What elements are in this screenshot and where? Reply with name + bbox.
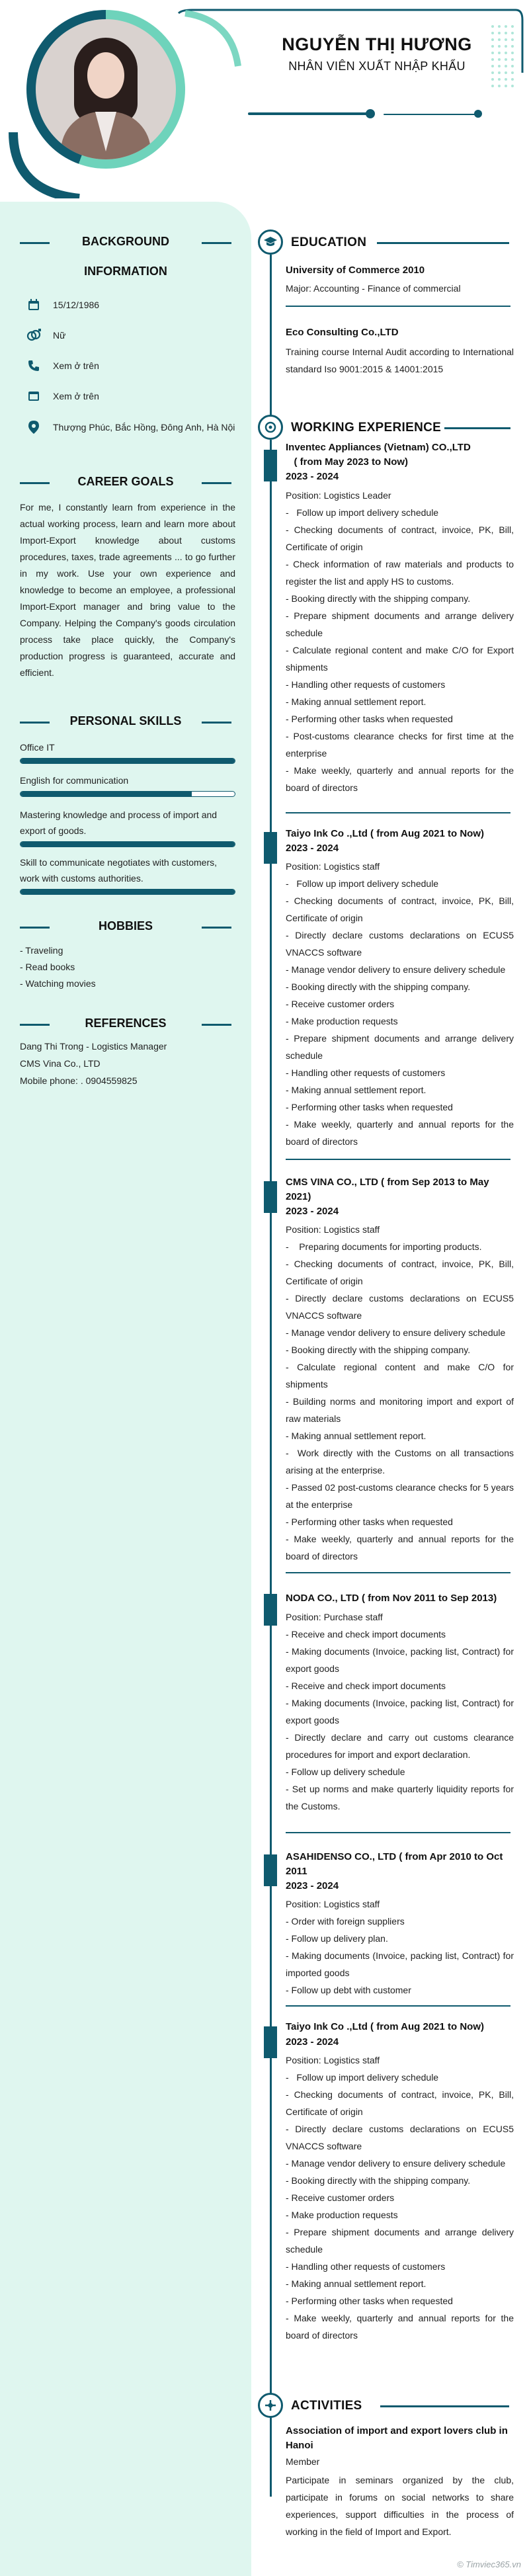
- entry-divider: [286, 1159, 510, 1160]
- skill-label: English for communication: [20, 775, 129, 786]
- job-company: NODA CO., LTD ( from Nov 2011 to Sep 2013): [286, 1593, 497, 1604]
- entry-divider: [286, 1572, 510, 1573]
- background-title: BACKGROUND: [0, 235, 251, 249]
- activity-role: Member: [286, 2456, 320, 2467]
- header: [0, 0, 529, 198]
- activities-title: ACTIVITIES: [291, 2399, 362, 2413]
- work-icon: [258, 415, 283, 440]
- job-description: Position: Logistics staff - Order with foreign suppliers - Follow up delivery plan. - Making documents (Invoice, packing list, Contract) for imported goods - Follow up debt with customer: [286, 1899, 514, 1995]
- job-company: ASAHIDENSO CO., LTD ( from Apr 2010 to Oct 2011: [286, 1851, 503, 1877]
- reference-line: CMS Vina Co., LTD: [20, 1058, 101, 1069]
- education-detail: Training course Internal Audit according to International standard Iso 9001:2015 & 14001:2015: [286, 347, 514, 374]
- entry-divider: [286, 812, 510, 813]
- job-description: Position: Logistics staff - Preparing documents for importing products. - Checking documents of contract, invoice, PK, Bill, Certificate of origin - Directly declare customs declarations on ECUS5 VNACCS software - Manage vendor delivery to ensure delivery schedule - Booking directly with the shipping company. - Calculate regional content and make C/O for shipments - Building norms and monitoring import and export of raw materials - Making annual settlement report. - Work directly with the Customs on all transactions arising at the enterprise. - Passed 02 post-customs clearance checks for 5 years at the enterprise - Performing other tasks when requested - Make weekly, quarterly and annual reports for the board of directors: [286, 1224, 516, 1561]
- gender-value: Nữ: [53, 330, 66, 341]
- education-title: EDUCATION: [291, 235, 367, 249]
- job-description: Position: Logistics Leader - Follow up import delivery schedule - Checking documents of contract, invoice, PK, Bill, Certificate of origin - Check information of raw materials and products to register the list and apply HS to customs. - Booking directly with the shipping company. - Prepare shipment documents and arrange delivery schedule - Calculate regional content and make C/O for Export shipments - Handling other requests of customers - Making annual settlement report. - Performing other tasks when requested - Post-customs clearance checks for first time at the enterprise - Make weekly, quarterly and annual reports for the board of directors: [286, 490, 514, 793]
- job-marker: [264, 832, 277, 864]
- job-period: 2023 - 2024: [286, 2036, 339, 2048]
- address-row: [26, 420, 238, 435]
- email-row: [26, 389, 238, 403]
- candidate-job-title: NHÂN VIÊN XUẤT NHẬP KHẨU: [288, 60, 466, 73]
- job-period: 2023 - 2024: [286, 471, 339, 482]
- job-period: 2023 - 2024: [286, 843, 339, 854]
- skill-label: Office IT: [20, 742, 55, 753]
- header-divider: [384, 114, 476, 115]
- education-school: University of Commerce 2010: [286, 265, 425, 276]
- skill-bar: [20, 758, 235, 764]
- header-dot: [474, 110, 482, 118]
- reference-line: Mobile phone: . 0904559825: [20, 1075, 138, 1086]
- job-marker: [264, 2026, 277, 2058]
- job-description: Position: Logistics staff - Follow up import delivery schedule - Checking documents of contract, invoice, PK, Bill, Certificate of origin - Directly declare customs declarations on ECUS5 VNACCS software - Manage vendor delivery to ensure delivery schedule - Booking directly with the shipping company. - Receive customer orders - Make production requests - Prepare shipment documents and arrange delivery schedule - Handling other requests of customers - Making annual settlement report. - Performing other tasks when requested - Make weekly, quarterly and annual reports for the board of directors: [286, 861, 514, 1147]
- skill-label: Skill to communicate negotiates with customers, work with customs authorities.: [20, 857, 218, 884]
- skill-label: Mastering knowledge and process of import and export of goods.: [20, 810, 218, 836]
- job-company: Taiyo Ink Co .,Ltd ( from Aug 2021 to Now): [286, 828, 485, 839]
- birthday-value: 15/12/1986: [53, 300, 100, 310]
- job-company: Inventec Appliances (Vietnam) CO.,LTD: [286, 442, 471, 453]
- job-period: 2023 - 2024: [286, 1206, 339, 1217]
- phone-row: [26, 358, 238, 373]
- job-period: 2023 - 2024: [286, 1880, 339, 1891]
- calendar-icon: [26, 298, 41, 312]
- job-company: Taiyo Ink Co .,Ltd ( from Aug 2021 to Now): [286, 2021, 485, 2032]
- birthday-row: [26, 298, 238, 312]
- hobbies-title: HOBBIES: [0, 919, 251, 933]
- education-school: Eco Consulting Co.,LTD: [286, 327, 399, 338]
- graduation-cap-icon: [258, 229, 283, 255]
- skill-bar: [20, 841, 235, 847]
- job-description: Position: Purchase staff - Receive and check import documents - Making documents (Invoice, packing list, Contract) for export goods - Receive and check import documents - Making documents (Invoice, packing list, Contract) for export goods - Directly declare and carry out customs clearance procedures for import and export declaration. - Follow up delivery schedule - Set up norms and make quarterly liquidity reports for the Customs.: [286, 1612, 514, 1811]
- timeline-line: [270, 255, 272, 436]
- job-description: Position: Logistics staff - Follow up import delivery schedule - Checking documents of contract, invoice, PK, Bill, Certificate of origin - Directly declare customs declarations on ECUS5 VNACCS software - Manage vendor delivery to ensure delivery schedule - Booking directly with the shipping company. - Receive customer orders - Make production requests - Prepare shipment documents and arrange delivery schedule - Handling other requests of customers - Making annual settlement report. - Performing other tasks when requested - Make weekly, quarterly and annual reports for the board of directors: [286, 2055, 514, 2341]
- references-title: REFERENCES: [0, 1017, 251, 1030]
- phone-value: Xem ở trên: [53, 360, 99, 371]
- career-goals-text: For me, I constantly learn from experience in the actual working process, learn and learn more about Import-Export knowledge about customs procedures, taxes, trade agreements ... to go further in my work. Use your own experience and knowledge to become an employee, a professional Import-Export manager and bring value to the Company. Helping the Company's goods circulation process take place quickly, the Company's production progress is guaranteed, accurate and efficient.: [20, 502, 235, 678]
- footer-watermark: © Timviec365.vn: [457, 2559, 521, 2569]
- job-company: CMS VINA CO., LTD ( from Sep 2013 to May 2021): [286, 1177, 489, 1202]
- reference-line: Dang Thi Trong - Logistics Manager: [20, 1041, 167, 1052]
- header-dot: [366, 109, 375, 118]
- hobby-item: - Traveling: [20, 945, 63, 956]
- skill-bar: [20, 889, 235, 895]
- hobby-item: - Watching movies: [20, 978, 96, 989]
- phone-icon: [26, 358, 41, 373]
- job-marker: [264, 1854, 277, 1886]
- title-divider: [380, 2405, 509, 2407]
- job-marker: [264, 450, 277, 481]
- job-company-dates: ( from May 2023 to Now): [286, 456, 409, 468]
- email-icon: [26, 389, 41, 403]
- email-value: Xem ở trên: [53, 391, 99, 401]
- experience-title: WORKING EXPERIENCE: [291, 421, 442, 435]
- entry-divider: [286, 2005, 510, 2007]
- activity-description: Participate in seminars organized by the club, participate in forums on social networks to share experiences, support difficulties in the process of working in the field of Import and Export.: [286, 2475, 514, 2537]
- timeline-line: [270, 440, 272, 2497]
- skill-bar: [20, 791, 235, 797]
- title-divider: [377, 242, 509, 244]
- entry-divider: [286, 306, 510, 307]
- gender-icon: [26, 328, 41, 343]
- entry-divider: [286, 1832, 510, 1833]
- activity-org: Association of import and export lovers club in Hanoi: [286, 2425, 508, 2451]
- career-goals-title: CAREER GOALS: [0, 475, 251, 489]
- title-divider: [444, 427, 510, 429]
- activities-icon: [258, 2393, 283, 2418]
- job-marker: [264, 1594, 277, 1626]
- location-pin-icon: [26, 420, 41, 435]
- education-detail: Major: Accounting - Finance of commercial: [286, 283, 461, 294]
- gender-row: [26, 328, 238, 343]
- job-marker: [264, 1181, 277, 1213]
- profile-photo: [26, 10, 185, 169]
- background-title-line2: INFORMATION: [84, 265, 167, 278]
- header-divider: [248, 112, 367, 115]
- address-value: Thượng Phúc, Bắc Hồng, Đông Anh, Hà Nội: [53, 422, 235, 433]
- hobby-item: - Read books: [20, 962, 75, 972]
- candidate-name: NGUYỄN THỊ HƯƠNG: [282, 34, 472, 54]
- personal-skills-title: PERSONAL SKILLS: [0, 714, 251, 728]
